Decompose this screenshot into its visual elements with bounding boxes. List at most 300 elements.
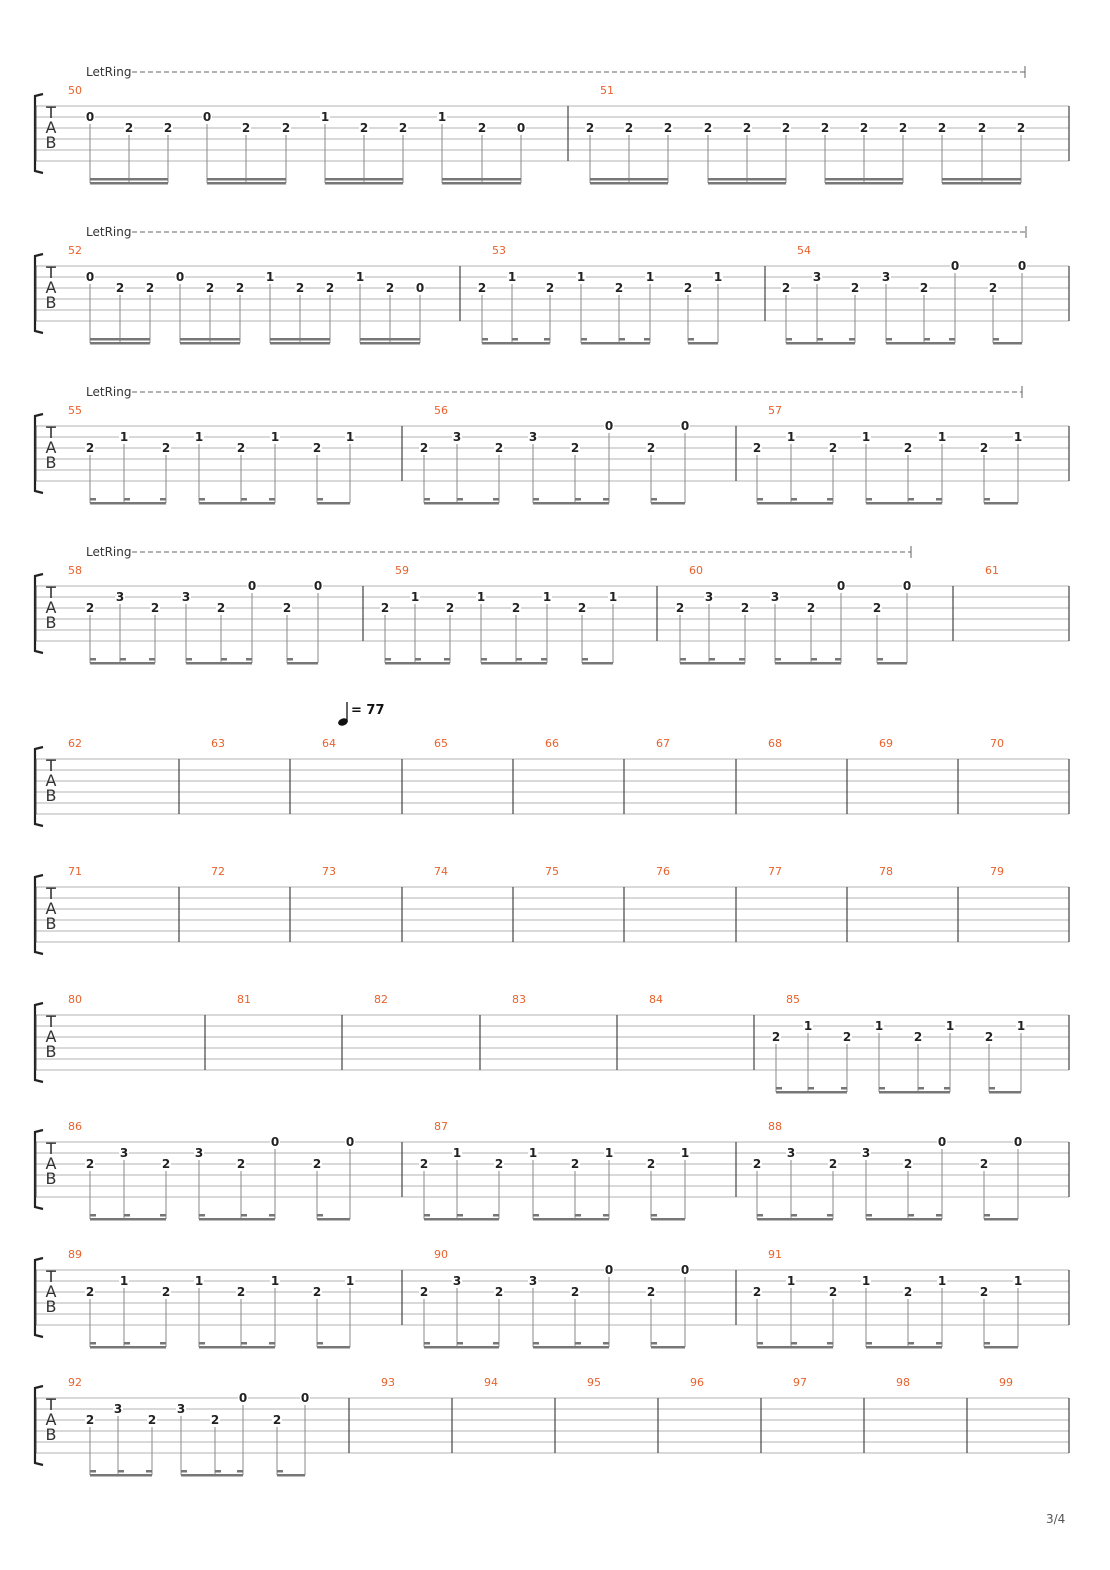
fret-number: 3 bbox=[194, 1146, 204, 1160]
tab-clef-letter: T bbox=[46, 884, 56, 903]
fret-number: 2 bbox=[494, 1285, 504, 1299]
fret-number: 2 bbox=[236, 1285, 246, 1299]
sixteenth-flag bbox=[866, 1342, 872, 1345]
measure-number: 81 bbox=[237, 993, 251, 1006]
beam bbox=[287, 662, 318, 665]
measure-number: 79 bbox=[990, 865, 1004, 878]
tab-clef-letter: B bbox=[45, 1297, 57, 1316]
sixteenth-flag bbox=[186, 658, 192, 661]
measure-number: 71 bbox=[68, 865, 82, 878]
fret-number: 2 bbox=[312, 1285, 322, 1299]
fret-number: 3 bbox=[176, 1402, 186, 1416]
beam bbox=[757, 1218, 833, 1221]
beam bbox=[90, 342, 150, 345]
sixteenth-flag bbox=[757, 1214, 763, 1217]
sixteenth-flag bbox=[241, 1342, 247, 1345]
beam bbox=[582, 662, 613, 665]
beam bbox=[481, 662, 547, 665]
tab-clef-letter: A bbox=[45, 1410, 57, 1429]
sixteenth-flag bbox=[124, 498, 130, 501]
sixteenth-flag bbox=[118, 1470, 124, 1473]
fret-number: 3 bbox=[119, 1146, 129, 1160]
beam bbox=[590, 182, 668, 185]
fret-number: 2 bbox=[842, 1030, 852, 1044]
fret-number: 2 bbox=[282, 601, 292, 615]
sixteenth-flag bbox=[603, 498, 609, 501]
fret-number: 2 bbox=[477, 281, 487, 295]
fret-number: 2 bbox=[850, 281, 860, 295]
measure-number: 67 bbox=[656, 737, 670, 750]
measure-number: 63 bbox=[211, 737, 225, 750]
fret-number: 0 bbox=[345, 1135, 355, 1149]
measure-number: 68 bbox=[768, 737, 782, 750]
fret-number: 2 bbox=[281, 121, 291, 135]
beam bbox=[942, 178, 1021, 181]
beam bbox=[989, 1091, 1021, 1094]
sixteenth-flag bbox=[241, 498, 247, 501]
beam bbox=[984, 1218, 1018, 1221]
beam bbox=[533, 1218, 609, 1221]
tab-clef-letter: A bbox=[45, 438, 57, 457]
fret-number: 2 bbox=[977, 121, 987, 135]
fret-number: 0 bbox=[415, 281, 425, 295]
beam bbox=[277, 1474, 305, 1477]
measure-number: 66 bbox=[545, 737, 559, 750]
sixteenth-flag bbox=[90, 1214, 96, 1217]
measure-number: 50 bbox=[68, 84, 82, 97]
sixteenth-flag bbox=[651, 1214, 657, 1217]
fret-number: 1 bbox=[507, 270, 517, 284]
fret-number: 2 bbox=[398, 121, 408, 135]
fret-number: 2 bbox=[124, 121, 134, 135]
sixteenth-flag bbox=[866, 1214, 872, 1217]
fret-number: 1 bbox=[945, 1019, 955, 1033]
fret-number: 1 bbox=[1016, 1019, 1026, 1033]
beam bbox=[680, 662, 745, 665]
beam bbox=[325, 178, 403, 181]
fret-number: 2 bbox=[380, 601, 390, 615]
sixteenth-flag bbox=[269, 1342, 275, 1345]
measure-number: 72 bbox=[211, 865, 225, 878]
measure-number: 69 bbox=[879, 737, 893, 750]
page-number: 3/4 bbox=[1046, 1512, 1066, 1526]
beam bbox=[825, 178, 903, 181]
beam bbox=[199, 1346, 275, 1349]
fret-number: 2 bbox=[872, 601, 882, 615]
sixteenth-flag bbox=[984, 1342, 990, 1345]
tab-system bbox=[35, 385, 1069, 505]
sixteenth-flag bbox=[827, 1214, 833, 1217]
sixteenth-flag bbox=[949, 338, 955, 341]
fret-number: 1 bbox=[194, 430, 204, 444]
sixteenth-flag bbox=[619, 338, 625, 341]
sixteenth-flag bbox=[424, 498, 430, 501]
fret-number: 3 bbox=[528, 430, 538, 444]
fret-number: 2 bbox=[241, 121, 251, 135]
sixteenth-flag bbox=[424, 1342, 430, 1345]
fret-number: 2 bbox=[703, 121, 713, 135]
sixteenth-flag bbox=[269, 498, 275, 501]
tempo-marking bbox=[337, 702, 384, 727]
fret-number: 1 bbox=[265, 270, 275, 284]
sixteenth-flag bbox=[644, 338, 650, 341]
beam bbox=[360, 342, 420, 345]
fret-number: 3 bbox=[881, 270, 891, 284]
fret-number: 2 bbox=[781, 281, 791, 295]
fret-number: 2 bbox=[828, 1157, 838, 1171]
fret-number: 1 bbox=[861, 430, 871, 444]
beam bbox=[317, 1218, 350, 1221]
beam bbox=[90, 182, 168, 185]
beam bbox=[708, 182, 786, 185]
fret-number: 1 bbox=[528, 1146, 538, 1160]
beam bbox=[442, 182, 521, 185]
sixteenth-flag bbox=[603, 1342, 609, 1345]
fret-number: 1 bbox=[320, 110, 330, 124]
sixteenth-flag bbox=[866, 498, 872, 501]
fret-number: 2 bbox=[325, 281, 335, 295]
sixteenth-flag bbox=[908, 1214, 914, 1217]
sixteenth-flag bbox=[90, 1342, 96, 1345]
tab-system bbox=[35, 1248, 1069, 1349]
fret-number: 1 bbox=[937, 430, 947, 444]
beam bbox=[688, 342, 718, 345]
beam bbox=[90, 1218, 166, 1221]
fret-number: 2 bbox=[570, 1285, 580, 1299]
sixteenth-flag bbox=[776, 1087, 782, 1090]
sixteenth-flag bbox=[786, 338, 792, 341]
tab-clef-letter: A bbox=[45, 899, 57, 918]
measure-number: 98 bbox=[896, 1376, 910, 1389]
fret-number: 2 bbox=[235, 281, 245, 295]
beam bbox=[199, 1218, 275, 1221]
measure-number: 57 bbox=[768, 404, 782, 417]
sixteenth-flag bbox=[541, 658, 547, 661]
sixteenth-flag bbox=[680, 658, 686, 661]
measure-number: 58 bbox=[68, 564, 82, 577]
sixteenth-flag bbox=[757, 498, 763, 501]
fret-number: 1 bbox=[270, 430, 280, 444]
sixteenth-flag bbox=[90, 658, 96, 661]
fret-number: 2 bbox=[979, 1157, 989, 1171]
sixteenth-flag bbox=[457, 1342, 463, 1345]
beam bbox=[90, 1474, 152, 1477]
fret-number: 2 bbox=[903, 1157, 913, 1171]
sixteenth-flag bbox=[984, 498, 990, 501]
tab-clef-letter: T bbox=[46, 1139, 56, 1158]
fret-number: 2 bbox=[385, 281, 395, 295]
fret-number: 2 bbox=[236, 1157, 246, 1171]
fret-number: 1 bbox=[345, 430, 355, 444]
tab-system bbox=[35, 545, 1069, 665]
fret-number: 2 bbox=[740, 601, 750, 615]
sixteenth-flag bbox=[688, 338, 694, 341]
beam bbox=[879, 1091, 950, 1094]
beam bbox=[325, 182, 403, 185]
fret-number: 1 bbox=[608, 590, 618, 604]
sixteenth-flag bbox=[533, 1214, 539, 1217]
sixteenth-flag bbox=[791, 498, 797, 501]
fret-number: 2 bbox=[646, 441, 656, 455]
sixteenth-flag bbox=[277, 1470, 283, 1473]
fret-number: 2 bbox=[85, 1285, 95, 1299]
tab-clef-letter: A bbox=[45, 118, 57, 137]
tab-clef-letter: B bbox=[45, 914, 57, 933]
tab-system bbox=[35, 865, 1069, 954]
sixteenth-flag bbox=[199, 498, 205, 501]
beam bbox=[776, 1091, 847, 1094]
fret-number: 2 bbox=[781, 121, 791, 135]
sixteenth-flag bbox=[544, 338, 550, 341]
sixteenth-flag bbox=[287, 658, 293, 661]
sixteenth-flag bbox=[493, 1342, 499, 1345]
sixteenth-flag bbox=[651, 498, 657, 501]
fret-number: 2 bbox=[312, 441, 322, 455]
fret-number: 2 bbox=[614, 281, 624, 295]
sixteenth-flag bbox=[215, 1470, 221, 1473]
measure-number: 65 bbox=[434, 737, 448, 750]
fret-number: 0 bbox=[680, 1263, 690, 1277]
sixteenth-flag bbox=[181, 1470, 187, 1473]
measure-number: 83 bbox=[512, 993, 526, 1006]
fret-number: 2 bbox=[742, 121, 752, 135]
sixteenth-flag bbox=[493, 498, 499, 501]
beam bbox=[866, 1346, 942, 1349]
tab-clef-letter: B bbox=[45, 1425, 57, 1444]
beam bbox=[90, 1346, 166, 1349]
measure-number: 61 bbox=[985, 564, 999, 577]
sixteenth-flag bbox=[90, 498, 96, 501]
fret-number: 3 bbox=[786, 1146, 796, 1160]
measure-number: 80 bbox=[68, 993, 82, 1006]
measure-number: 76 bbox=[656, 865, 670, 878]
sixteenth-flag bbox=[533, 1342, 539, 1345]
fret-number: 2 bbox=[295, 281, 305, 295]
fret-number: 1 bbox=[542, 590, 552, 604]
fret-number: 1 bbox=[576, 270, 586, 284]
fret-number: 2 bbox=[752, 441, 762, 455]
fret-number: 2 bbox=[752, 1157, 762, 1171]
beam bbox=[90, 662, 155, 665]
fret-number: 0 bbox=[270, 1135, 280, 1149]
beam bbox=[984, 1346, 1018, 1349]
fret-number: 0 bbox=[247, 579, 257, 593]
measure-number: 99 bbox=[999, 1376, 1013, 1389]
measure-number: 60 bbox=[689, 564, 703, 577]
fret-number: 2 bbox=[85, 601, 95, 615]
fret-number: 2 bbox=[577, 601, 587, 615]
let-ring-label: LetRing bbox=[86, 65, 132, 79]
let-ring-label: LetRing bbox=[86, 545, 132, 559]
sixteenth-flag bbox=[924, 338, 930, 341]
fret-number: 2 bbox=[919, 281, 929, 295]
tab-clef-letter: A bbox=[45, 278, 57, 297]
measure-number: 84 bbox=[649, 993, 663, 1006]
let-ring-label: LetRing bbox=[86, 225, 132, 239]
tab-clef-letter: B bbox=[45, 293, 57, 312]
fret-number: 0 bbox=[313, 579, 323, 593]
sixteenth-flag bbox=[582, 658, 588, 661]
sixteenth-flag bbox=[879, 1087, 885, 1090]
fret-number: 2 bbox=[216, 601, 226, 615]
sixteenth-flag bbox=[457, 1214, 463, 1217]
fret-number: 2 bbox=[161, 1285, 171, 1299]
fret-number: 1 bbox=[645, 270, 655, 284]
beam bbox=[757, 1346, 833, 1349]
beam bbox=[866, 502, 942, 505]
measure-number: 90 bbox=[434, 1248, 448, 1261]
sixteenth-flag bbox=[317, 1342, 323, 1345]
fret-number: 2 bbox=[85, 441, 95, 455]
sixteenth-flag bbox=[124, 1342, 130, 1345]
tab-clef-letter: A bbox=[45, 771, 57, 790]
fret-number: 3 bbox=[181, 590, 191, 604]
fret-number: 1 bbox=[874, 1019, 884, 1033]
tab-clef-letter: T bbox=[46, 263, 56, 282]
sixteenth-flag bbox=[581, 338, 587, 341]
tab-clef-letter: A bbox=[45, 1154, 57, 1173]
sixteenth-flag bbox=[317, 498, 323, 501]
sixteenth-flag bbox=[775, 658, 781, 661]
sixteenth-flag bbox=[944, 1087, 950, 1090]
beam bbox=[886, 342, 955, 345]
fret-number: 2 bbox=[913, 1030, 923, 1044]
sixteenth-flag bbox=[512, 338, 518, 341]
sixteenth-flag bbox=[651, 1342, 657, 1345]
fret-number: 2 bbox=[752, 1285, 762, 1299]
fret-number: 2 bbox=[312, 1157, 322, 1171]
fret-number: 2 bbox=[646, 1157, 656, 1171]
fret-number: 2 bbox=[988, 281, 998, 295]
beam bbox=[708, 178, 786, 181]
fret-number: 1 bbox=[786, 1274, 796, 1288]
fret-number: 3 bbox=[452, 1274, 462, 1288]
beam bbox=[442, 178, 521, 181]
sixteenth-flag bbox=[827, 498, 833, 501]
sixteenth-flag bbox=[936, 498, 942, 501]
sixteenth-flag bbox=[385, 658, 391, 661]
tab-clef-letter: T bbox=[46, 1395, 56, 1414]
fret-number: 1 bbox=[194, 1274, 204, 1288]
fret-number: 2 bbox=[85, 1157, 95, 1171]
fret-number: 2 bbox=[115, 281, 125, 295]
fret-number: 2 bbox=[359, 121, 369, 135]
fret-number: 0 bbox=[202, 110, 212, 124]
sixteenth-flag bbox=[90, 1470, 96, 1473]
measure-number: 91 bbox=[768, 1248, 782, 1261]
fret-number: 1 bbox=[713, 270, 723, 284]
fret-number: 1 bbox=[1013, 1274, 1023, 1288]
beam bbox=[877, 662, 907, 665]
sixteenth-flag bbox=[817, 338, 823, 341]
measure-number: 95 bbox=[587, 1376, 601, 1389]
tab-clef-letter: B bbox=[45, 453, 57, 472]
sixteenth-flag bbox=[160, 1342, 166, 1345]
tab-system bbox=[35, 225, 1069, 345]
fret-number: 1 bbox=[355, 270, 365, 284]
beam bbox=[581, 342, 650, 345]
beam bbox=[533, 1346, 609, 1349]
fret-number: 1 bbox=[1013, 430, 1023, 444]
beam bbox=[317, 502, 350, 505]
fret-number: 2 bbox=[545, 281, 555, 295]
sixteenth-flag bbox=[877, 658, 883, 661]
measure-number: 85 bbox=[786, 993, 800, 1006]
sixteenth-flag bbox=[791, 1214, 797, 1217]
fret-number: 2 bbox=[210, 1413, 220, 1427]
beam bbox=[424, 1346, 499, 1349]
beam bbox=[651, 1346, 685, 1349]
let-ring-label: LetRing bbox=[86, 385, 132, 399]
tab-clef-letter: T bbox=[46, 756, 56, 775]
fret-number: 2 bbox=[272, 1413, 282, 1427]
measure-number: 62 bbox=[68, 737, 82, 750]
fret-number: 3 bbox=[528, 1274, 538, 1288]
fret-number: 2 bbox=[624, 121, 634, 135]
fret-number: 0 bbox=[175, 270, 185, 284]
tempo-text: = 77 bbox=[351, 703, 385, 718]
tab-system bbox=[35, 993, 1069, 1094]
sixteenth-flag bbox=[221, 658, 227, 661]
fret-number: 0 bbox=[85, 270, 95, 284]
measure-number: 59 bbox=[395, 564, 409, 577]
tab-clef-letter: B bbox=[45, 613, 57, 632]
sixteenth-flag bbox=[317, 1214, 323, 1217]
beam bbox=[984, 502, 1018, 505]
measure-number: 74 bbox=[434, 865, 448, 878]
sixteenth-flag bbox=[269, 1214, 275, 1217]
fret-number: 1 bbox=[680, 1146, 690, 1160]
measure-number: 87 bbox=[434, 1120, 448, 1133]
sixteenth-flag bbox=[241, 1214, 247, 1217]
sixteenth-flag bbox=[811, 658, 817, 661]
beam bbox=[199, 502, 275, 505]
fret-number: 1 bbox=[410, 590, 420, 604]
sixteenth-flag bbox=[603, 1214, 609, 1217]
fret-number: 0 bbox=[604, 1263, 614, 1277]
tab-clef-letter: T bbox=[46, 103, 56, 122]
fret-number: 0 bbox=[604, 419, 614, 433]
sixteenth-flag bbox=[493, 1214, 499, 1217]
beam bbox=[825, 182, 903, 185]
tab-clef-letter: B bbox=[45, 133, 57, 152]
fret-number: 1 bbox=[861, 1274, 871, 1288]
sixteenth-flag bbox=[918, 1087, 924, 1090]
measure-number: 77 bbox=[768, 865, 782, 878]
fret-number: 2 bbox=[1016, 121, 1026, 135]
fret-number: 2 bbox=[585, 121, 595, 135]
fret-number: 0 bbox=[85, 110, 95, 124]
beam bbox=[90, 502, 166, 505]
beam bbox=[270, 338, 330, 341]
tab-clef-letter: A bbox=[45, 598, 57, 617]
tab-clef-letter: A bbox=[45, 1027, 57, 1046]
sixteenth-flag bbox=[481, 658, 487, 661]
fret-number: 2 bbox=[150, 601, 160, 615]
sixteenth-flag bbox=[908, 1342, 914, 1345]
beam bbox=[317, 1346, 350, 1349]
sixteenth-flag bbox=[993, 338, 999, 341]
fret-number: 2 bbox=[85, 1413, 95, 1427]
fret-number: 3 bbox=[861, 1146, 871, 1160]
fret-number: 0 bbox=[1013, 1135, 1023, 1149]
fret-number: 1 bbox=[604, 1146, 614, 1160]
fret-number: 0 bbox=[238, 1391, 248, 1405]
beam bbox=[90, 338, 150, 341]
fret-number: 1 bbox=[119, 430, 129, 444]
fret-number: 2 bbox=[205, 281, 215, 295]
sixteenth-flag bbox=[199, 1214, 205, 1217]
